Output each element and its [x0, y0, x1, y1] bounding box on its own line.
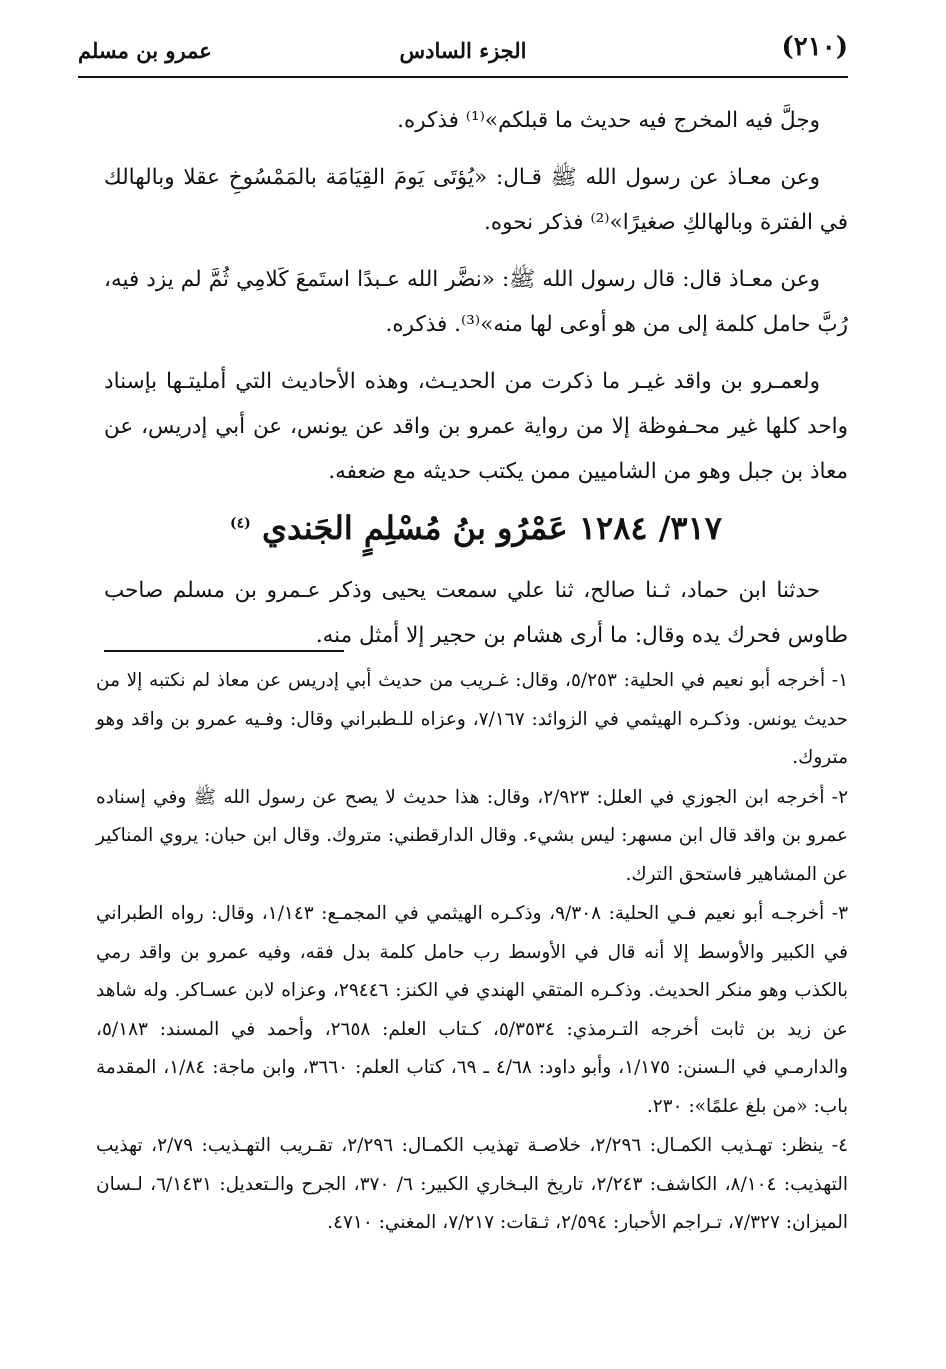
footnote-separator	[104, 650, 344, 652]
running-head-narrator: عمرو بن مسلم	[78, 38, 212, 63]
paragraph: وعن معـاذ عن رسول الله ﷺ قـال: «يُؤتَى يَومَ القِيَامَة بالمَمْسُوخِ عقلا وبالهالك في الفترة وبالهالكِ صغيرًا»⁽²⁾ فذكر نحوه.	[104, 165, 848, 235]
section-paragraph: حدثنا ابن حماد، ثـنا صالح، ثنا علي سمعت يحيى وذكر عـمرو بن مسلم صاحب طاوس فحرك يده وقال: ما أرى هشام بن حجير إلا أمثل منه.	[104, 578, 848, 648]
section-heading-text: ٣١٧/ ١٢٨٤ عَمْرُو بنُ مُسْلِمٍ الجَندي	[261, 509, 722, 547]
part-title: الجزء السادس	[399, 38, 527, 63]
footnote-2: ٢- أخرجه ابن الجوزي في العلل: ٢/٩٢٣، وقال: هذا حديث لا يصح عن رسول الله ﷺ وفي إسناده عمرو بن واقد قال ابن مسهر: ليس بشيء. وقال الدارقطني: متروك. وقال ابن حبان: يروي المناكير عن المشاهير فاستحق الترك.	[96, 786, 848, 885]
paragraph: وجلَّ فيه المخرج فيه حديث ما قبلكم»⁽¹⁾ فذكره.	[397, 108, 820, 133]
footnotes	[96, 662, 848, 1244]
paragraph: وعن معـاذ قال: قال رسول الله ﷺ: «نضَّر الله عـبدًا استَمعَ كَلامِي ثُمَّ لم يزد فيه، رُبَّ حامل كلمة إلى من هو أوعى لها منه»⁽³⁾. فذكره.	[104, 267, 848, 337]
page-number: (٢١٠)	[781, 32, 848, 62]
footnote-3: ٣- أخرجـه أبو نعيم فـي الحلية: ٩/٣٠٨، وذكـره الهيثمي في المجمـع: ١/١٤٣، وقال: رواه الطبراني في الكبير والأوسط إلا أنه قال في الأوسط رب حامل كلمة بدل فقه، وفيه عمرو بن واقد رمي بالكذب وهو منكر الحديث. وذكـره المتقي الهندي في الكنز: ٢٩٤٤٦، وعزاه لابن عسـاكر. وله شاهد عن زيد بن ثابت أخرجه التـرمذي: ٥/٣٥٣٤، كـتاب العلم: ٢٦٥٨، وأحمد في المسند: ٥/١٨٣، والدارمـي في الـسنن: ١/١٧٥، وأبو داود: ٤/٦٨ ـ ٦٩، كتاب العلم: ٣٦٦٠، وابن ماجة: ١/٨٤، المقدمة باب: «من بلغ علمًا»: ٢٣٠.	[96, 903, 849, 1117]
paragraph: ولعمـرو بن واقد غيـر ما ذكرت من الحديـث، وهذه الأحاديث التي أمليتـها بإسناد واحد كلها غير محـفوظة إلا من رواية عمرو بن واقد عن يونس، عن أبي إدريس، عن معاذ بن جبل وهو من الشاميين ممن يكتب حديثه مع ضعفه.	[104, 369, 848, 484]
footnote-1: ١- أخرجه أبو نعيم في الحلية: ٥/٢٥٣، وقال: غـريب من حديث أبي إدريس عن معاذ لم نكتبه إلا من حديث يونس. وذكـره الهيثمي في الزوائد: ٧/١٦٧، وعزاه للـطبراني وقال: وفـيه عمرو بن واقد وهو متروك.	[96, 670, 848, 768]
main-text	[104, 98, 848, 658]
section-footnote-ref: (٤)	[230, 515, 251, 532]
page-header	[78, 28, 848, 78]
section-heading	[104, 506, 848, 550]
footnote-4: ٤- ينظر: تهـذيب الكمـال: ٢/٢٩٦، خلاصـة تهذيب الكمـال: ٢/٢٩٦، تقـريب التهـذيب: ٢/٧٩، تهذيب التهذيب: ٨/١٠٤، الكاشف: ٢/٢٤٣، تاريخ البـخاري الكبير: ٦/ ٣٧٠، الجرح والـتعديل: ٦/١٤٣١، لـسان الميزان: ٧/٣٢٧، تـراجم الأحبار: ٢/٥٩٤، ثـقات: ٧/٢١٧، المغني: ٤٧١٠.	[96, 1135, 849, 1233]
